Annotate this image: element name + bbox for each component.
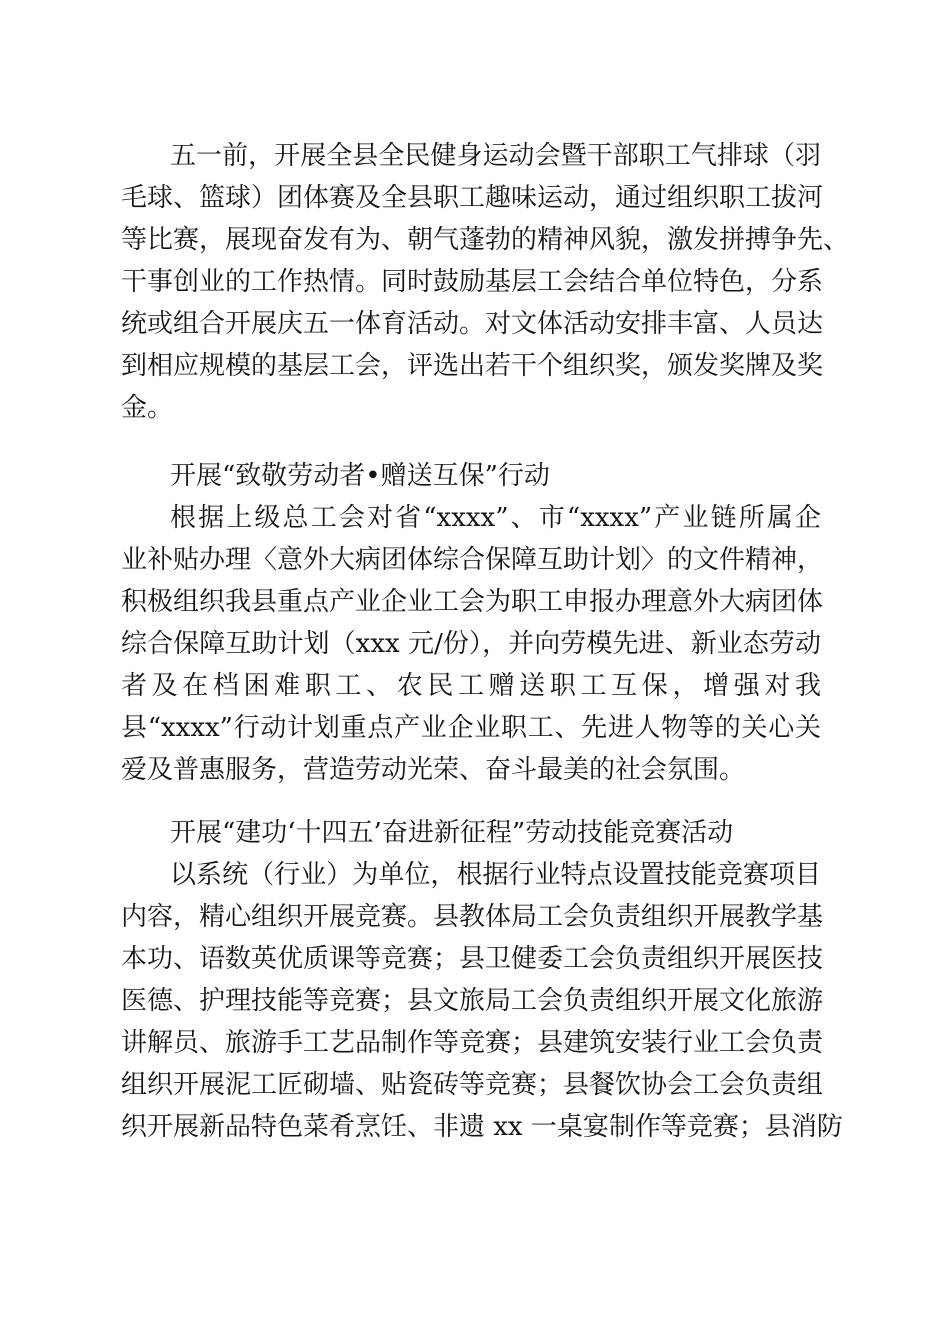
paragraph-2-line-1: 根据上级总工会对省“xxxx”、市“xxxx”产业链所属企 <box>170 503 821 533</box>
paragraph-3-line-6: 组织开展泥工匠砌墙、贴瓷砖等竞赛；县餐饮协会工会负责组 <box>121 1070 824 1100</box>
paragraph-1-line-6: 到相应规模的基层工会，评选出若干个组织奖，颁发奖牌及奖 <box>121 351 824 381</box>
paragraph-2-line-5: 者及在档困难职工、农民工赠送职工互保，增强对我 <box>121 671 821 701</box>
paragraph-1-line-2: 毛球、篮球）团体赛及全县职工趣味运动，通过组织职工拔河 <box>121 183 824 213</box>
paragraph-3-line-2: 内容，精心组织开展竞赛。县教体局工会负责组织开展教学基 <box>121 902 824 932</box>
paragraph-2-line-4: 综合保障互助计划（xxx 元/份），并向劳模先进、新业态劳动 <box>121 629 821 659</box>
paragraph-1-line-4: 干事创业的工作热情。同时鼓励基层工会结合单位特色，分系 <box>121 267 824 297</box>
section-heading-1: 开展“致敬劳动者•赠送互保”行动 <box>170 461 550 491</box>
paragraph-2-line-2: 业补贴办理〈意外大病团体综合保障互助计划〉的文件精神， <box>121 545 824 575</box>
paragraph-1-line-5: 统或组合开展庆五一体育活动。对文体活动安排丰富、人员达 <box>121 309 824 339</box>
paragraph-2-line-7: 爱及普惠服务，营造劳动光荣、奋斗最美的社会氛围。 <box>121 755 746 785</box>
paragraph-2-line-3: 积极组织我县重点产业企业工会为职工申报办理意外大病团体 <box>121 587 824 617</box>
paragraph-3-line-7: 织开展新品特色菜肴烹饪、非遗 xx 一桌宴制作等竞赛；县消防 <box>121 1112 843 1142</box>
paragraph-1-line-1: 五一前，开展全县全民健身运动会暨干部职工气排球（羽 <box>170 141 821 171</box>
paragraph-1-line-3: 等比赛，展现奋发有为、朝气蓬勃的精神风貌，激发拼搏争先、 <box>121 225 850 255</box>
paragraph-3-line-5: 讲解员、旅游手工艺品制作等竞赛；县建筑安装行业工会负责 <box>121 1028 824 1058</box>
paragraph-2-line-6: 县“xxxx”行动计划重点产业企业职工、先进人物等的关心关 <box>121 713 821 743</box>
section-heading-2: 开展“建功‘十四五’奋进新征程”劳动技能竞赛活动 <box>170 818 734 848</box>
paragraph-3-line-3: 本功、语数英优质课等竞赛；县卫健委工会负责组织开展医技 <box>121 944 824 974</box>
paragraph-1-line-7: 金。 <box>121 393 174 423</box>
paragraph-3-line-1: 以系统（行业）为单位，根据行业特点设置技能竞赛项目 <box>170 860 821 890</box>
paragraph-3-line-4: 医德、护理技能等竞赛；县文旅局工会负责组织开展文化旅游 <box>121 986 824 1016</box>
